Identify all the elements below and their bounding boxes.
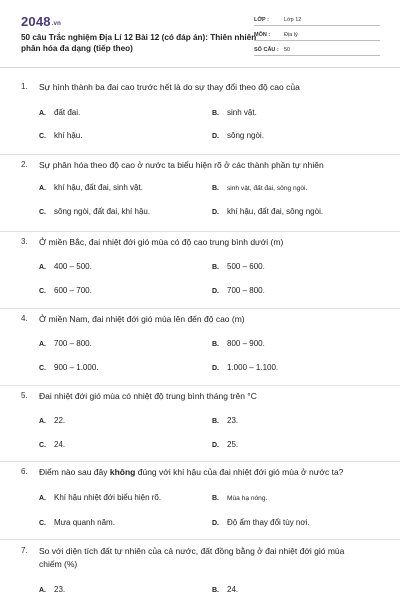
meta-subject (254, 29, 380, 41)
option-text: sinh vật. (227, 108, 257, 117)
question-2 (0, 155, 400, 232)
option-c[interactable] (39, 518, 115, 527)
option-d[interactable] (212, 207, 323, 216)
option-text: 700 – 800. (227, 286, 265, 295)
option-text: Mùa hạ nóng. (227, 495, 268, 502)
option-text: 600 – 700. (54, 286, 92, 295)
document-header (0, 0, 400, 68)
question-text: Sự phân hóa theo độ cao ở nước ta biểu hiện rõ ở các thành phần tự nhiên (39, 160, 324, 170)
meta-key: LỚP : (254, 17, 269, 23)
question-number: 2. (21, 160, 28, 169)
option-letter: A. (39, 418, 46, 425)
question-text: So với diện tích đất tự nhiên của cả nước, đất đồng bằng ở đai nhiệt đới gió mùa chiếm (%) (39, 546, 345, 569)
option-text: Độ ẩm thay đổi tùy nơi. (227, 518, 310, 527)
option-letter: A. (39, 185, 46, 192)
option-text: 900 – 1.000. (54, 363, 99, 372)
option-c[interactable] (39, 440, 65, 449)
option-a[interactable] (39, 262, 92, 271)
option-letter: D. (212, 133, 219, 140)
option-letter: C. (39, 520, 46, 527)
option-b[interactable] (212, 493, 267, 502)
question-number: 4. (21, 314, 28, 323)
question-5 (0, 386, 400, 462)
option-letter: B. (212, 418, 219, 425)
option-letter: A. (39, 264, 46, 271)
option-letter: B. (212, 264, 219, 271)
meta-value: 50 (284, 47, 291, 53)
option-letter: A. (39, 341, 46, 348)
option-letter: B. (212, 185, 219, 192)
option-a[interactable] (39, 585, 65, 594)
option-text: 23. (227, 416, 239, 425)
option-text: 500 – 600. (227, 262, 265, 271)
question-text (39, 466, 369, 479)
option-text: 25. (227, 440, 239, 449)
question-text-part: đúng với khí hậu của đai nhiệt đới gió mùa ở nước ta? (135, 467, 344, 477)
meta-key: SỐ CÂU : (254, 47, 279, 53)
option-letter: B. (212, 110, 219, 117)
question-text: Đai nhiệt đới gió mùa có nhiệt độ trung bình tháng trên °C (39, 391, 257, 401)
question-text-part: Điểm nào sau đây (39, 467, 110, 477)
option-text: Mưa quanh năm. (54, 518, 115, 527)
option-text: đất đai. (54, 108, 81, 117)
option-a[interactable] (39, 416, 65, 425)
option-text: 400 – 500. (54, 262, 92, 271)
question-number: 6. (21, 467, 28, 476)
option-letter: C. (39, 133, 46, 140)
logo-text: 2048 (21, 14, 51, 29)
option-letter: A. (39, 587, 46, 594)
option-b[interactable] (212, 585, 238, 594)
question-number: 1. (21, 82, 28, 91)
option-a[interactable] (39, 339, 92, 348)
option-letter: B. (212, 341, 219, 348)
option-text: 700 – 800. (54, 339, 92, 348)
option-text: khí hậu, đất đai, sinh vật. (54, 183, 143, 192)
question-7 (0, 540, 400, 600)
option-c[interactable] (39, 286, 92, 295)
option-b[interactable] (212, 416, 238, 425)
option-text: 24. (227, 585, 239, 594)
option-text: 1.000 – 1.100. (227, 363, 279, 372)
option-text: sinh vật, đất đai, sông ngòi. (227, 185, 308, 192)
option-b[interactable] (212, 339, 265, 348)
option-letter: B. (212, 495, 219, 502)
option-d[interactable] (212, 131, 264, 140)
question-text: Sự hình thành ba đai cao trước hết là do sự thay đổi theo độ cao của (39, 82, 300, 92)
option-letter: A. (39, 495, 46, 502)
option-d[interactable] (212, 363, 278, 372)
question-1 (0, 68, 400, 155)
option-letter: C. (39, 442, 46, 449)
option-text: khí hậu. (54, 131, 83, 140)
question-number: 5. (21, 391, 28, 400)
option-d[interactable] (212, 518, 310, 527)
question-number: 7. (21, 546, 28, 555)
logo-suffix: .vn (51, 21, 62, 27)
option-text: 23. (54, 585, 66, 594)
option-b[interactable] (212, 262, 265, 271)
option-letter: D. (212, 288, 219, 295)
option-c[interactable] (39, 363, 98, 372)
option-c[interactable] (39, 207, 150, 216)
option-text: sông ngòi. (227, 131, 264, 140)
option-a[interactable] (39, 493, 161, 502)
option-letter: C. (39, 288, 46, 295)
option-c[interactable] (39, 131, 82, 140)
document-title: 50 câu Trắc nghiệm Địa Lí 12 Bài 12 (có đáp án): Thiên nhiên phân hóa đa dạng (tiếp theo) (21, 33, 257, 53)
meta-key: MÔN : (254, 32, 271, 38)
question-6 (0, 462, 400, 540)
option-text: sông ngòi, đất đai, khí hậu. (54, 207, 151, 216)
question-keyword: không (109, 467, 136, 477)
option-text: 22. (54, 416, 66, 425)
option-letter: D. (212, 209, 219, 216)
option-d[interactable] (212, 440, 238, 449)
meta-class (254, 14, 380, 26)
meta-value: Địa lý (284, 32, 298, 38)
option-text: 800 – 900. (227, 339, 265, 348)
meta-question-count (254, 44, 380, 56)
question-3 (0, 232, 400, 309)
site-logo[interactable] (21, 14, 61, 29)
option-letter: C. (39, 209, 46, 216)
option-letter: A. (39, 110, 46, 117)
option-text: 24. (54, 440, 66, 449)
question-4 (0, 309, 400, 386)
option-d[interactable] (212, 286, 265, 295)
question-number: 3. (21, 237, 28, 246)
option-a[interactable] (39, 108, 80, 117)
option-b[interactable] (212, 108, 257, 117)
option-text: khí hậu, đất đai, sông ngòi. (227, 207, 324, 216)
question-text: Ở miền Nam, đai nhiệt đới gió mùa lên đến độ cao (m) (39, 314, 245, 324)
option-letter: D. (212, 442, 219, 449)
option-b[interactable] (212, 183, 307, 192)
meta-value: Lớp 12 (284, 17, 302, 23)
option-a[interactable] (39, 183, 143, 192)
option-letter: C. (39, 365, 46, 372)
question-text: Ở miền Bắc, đai nhiệt đới gió mùa có độ cao trung bình dưới (m) (39, 237, 284, 247)
option-text: Khí hậu nhiệt đới biểu hiện rõ. (54, 493, 162, 502)
option-letter: B. (212, 587, 219, 594)
option-letter: D. (212, 520, 219, 527)
option-letter: D. (212, 365, 219, 372)
